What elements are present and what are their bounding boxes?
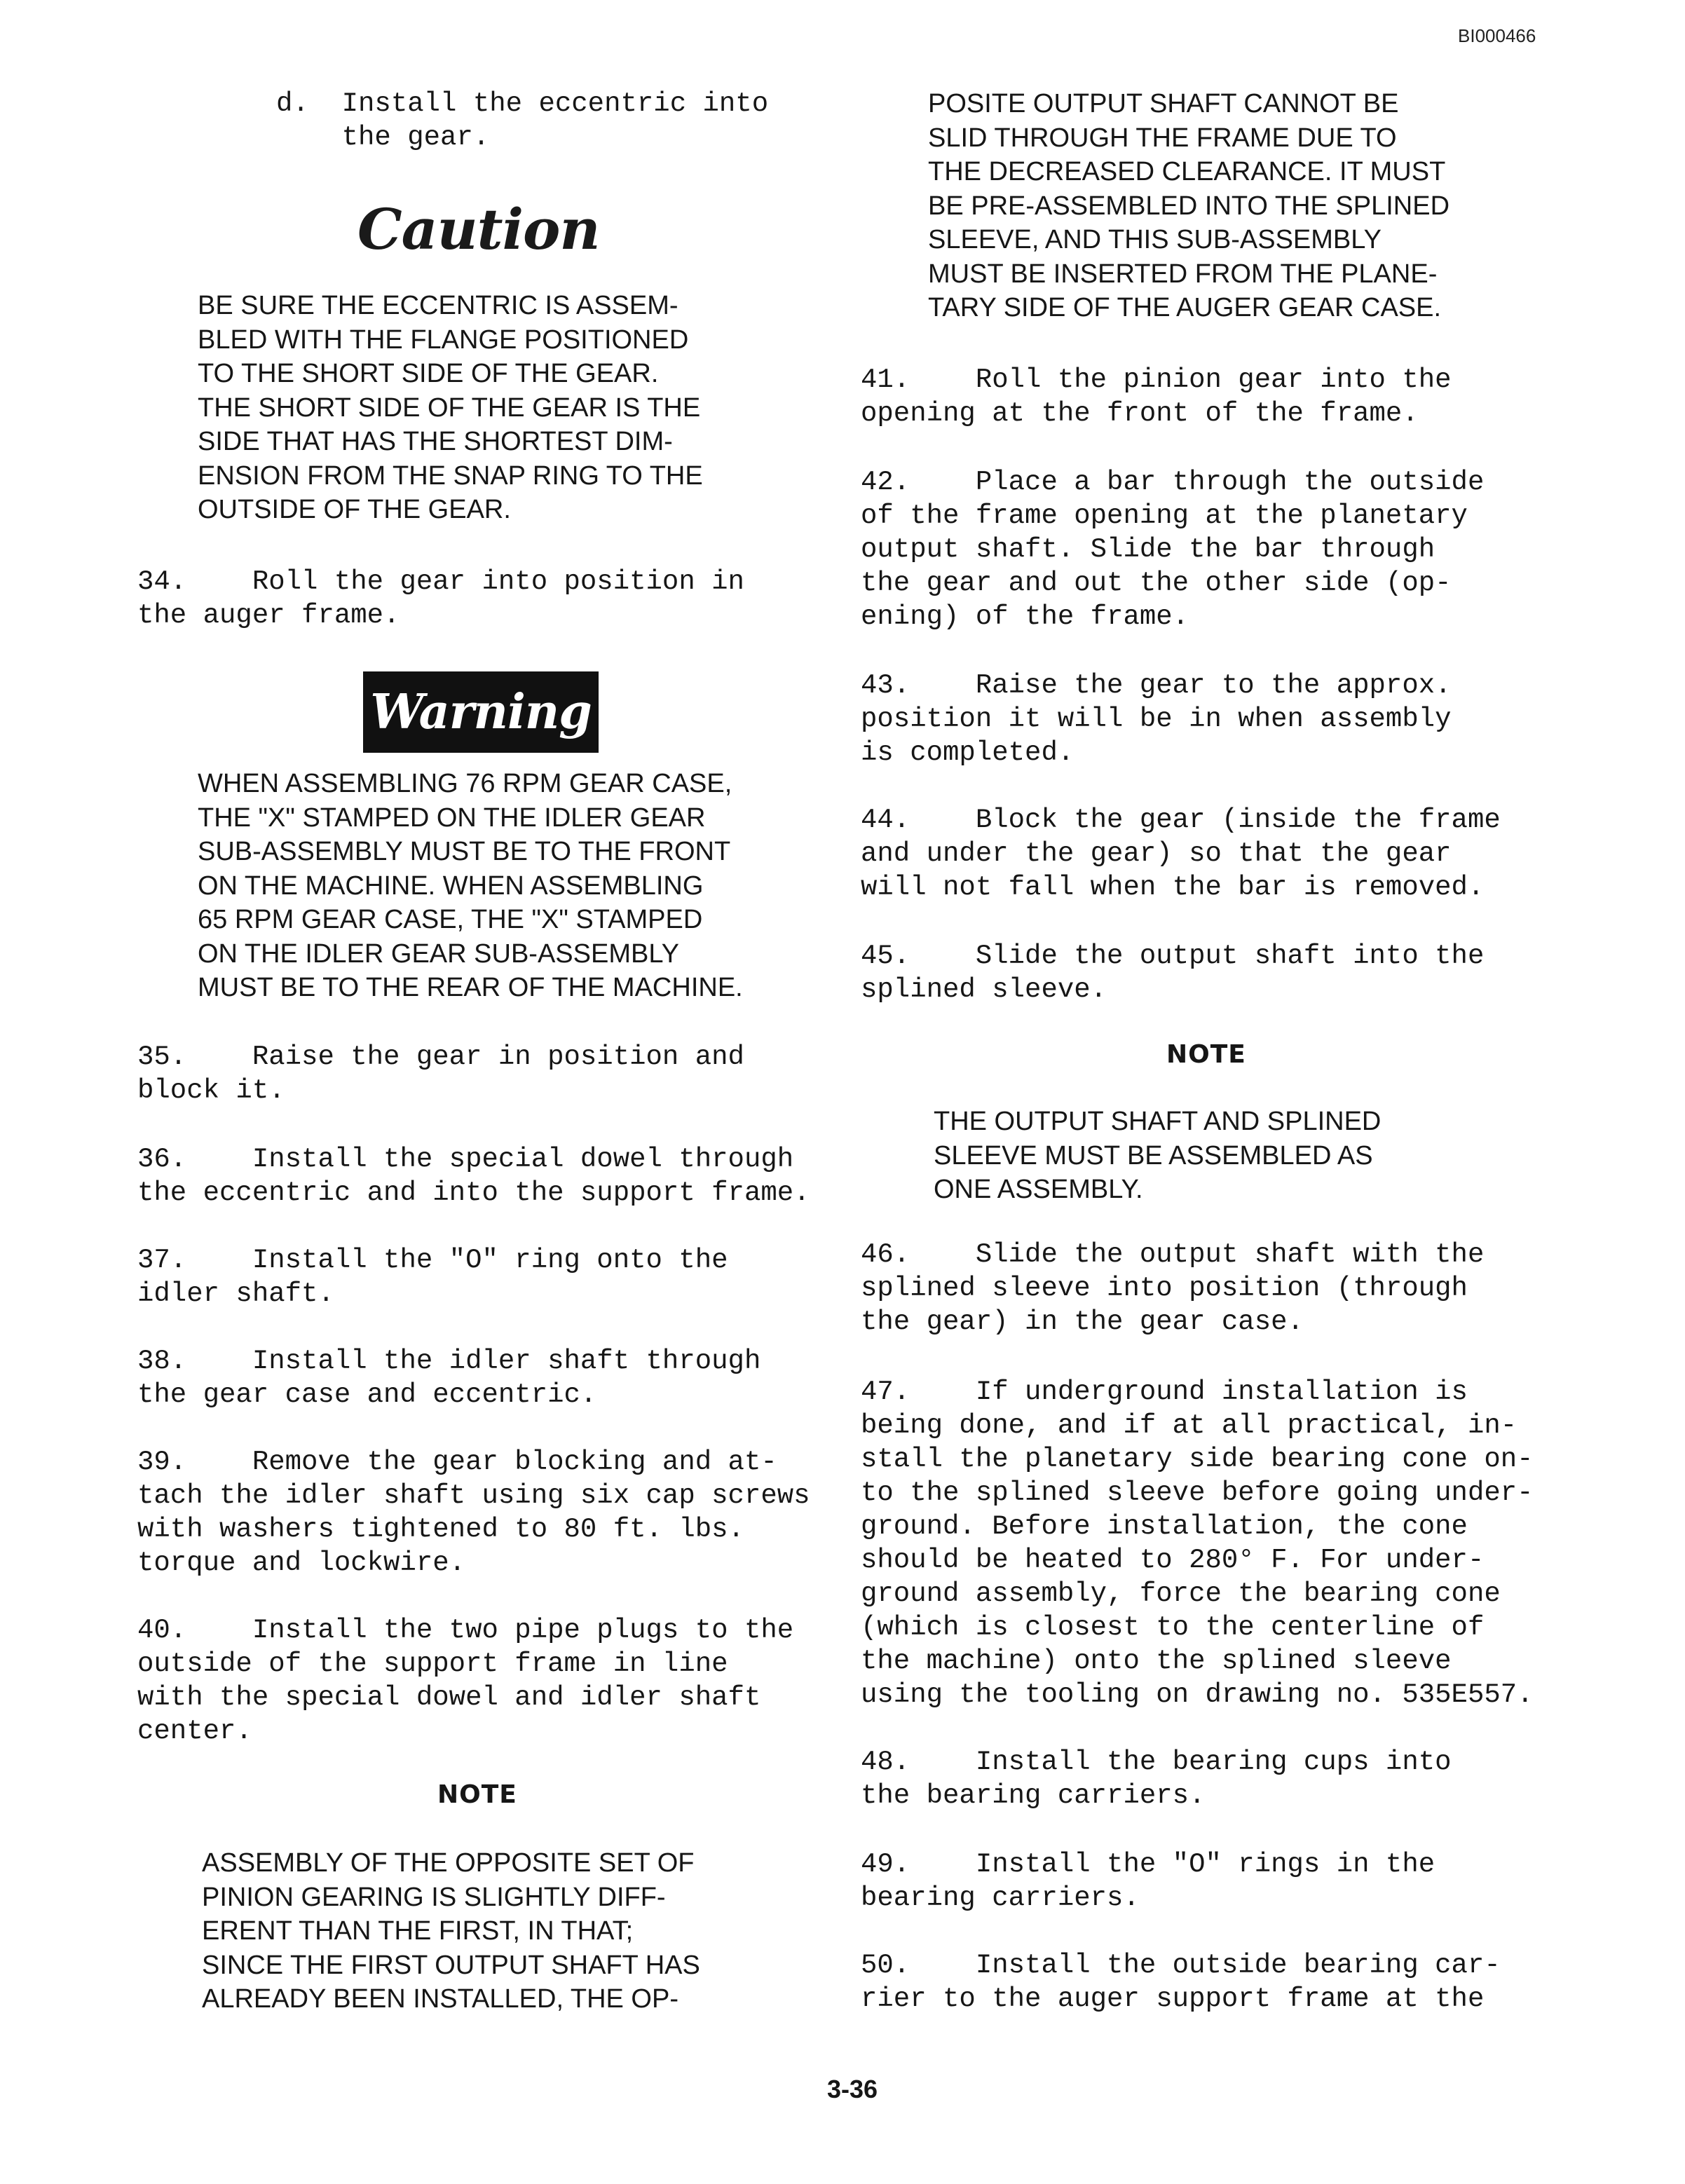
note-heading-right: NOTE	[1166, 1040, 1246, 1069]
step-42: 42. Place a bar through the outside of the frame opening at the planetary output shaft. Slide the bar through the gear and out the other side (op- ening) of the frame.	[861, 467, 1485, 632]
step-d: d. Install the eccentric into the gear.	[276, 88, 769, 153]
step-40: 40. Install the two pipe plugs to the outside of the support frame in line with the special dowel and idler shaft center.	[137, 1615, 794, 1747]
step-34: 34. Roll the gear into position in the auger frame.	[137, 566, 744, 631]
step-45: 45. Slide the output shaft into the splined sleeve.	[861, 941, 1485, 1005]
step-43: 43. Raise the gear to the approx. position it will be in when assembly is completed.	[861, 670, 1452, 768]
note-text-left: ASSEMBLY OF THE OPPOSITE SET OF PINION GEARING IS SLIGHTLY DIFF- ERENT THAN THE FIRST, IN THAT; SINCE THE FIRST OUTPUT SHAFT HAS ALREADY BEEN INSTALLED, THE OP-	[202, 1848, 700, 2014]
step-39: 39. Remove the gear blocking and at- tach the idler shaft using six cap screws with washers tightened to 80 ft. lbs. torque and lockwire.	[137, 1447, 810, 1578]
step-36: 36. Install the special dowel through the eccentric and into the support frame.	[137, 1144, 810, 1208]
note-heading-left: NOTE	[437, 1780, 517, 1809]
step-35: 35. Raise the gear in position and block it.	[137, 1042, 744, 1106]
page-number: 3-36	[827, 2075, 878, 2103]
step-44: 44. Block the gear (inside the frame and under the gear) so that the gear will not fall when the bar is removed.	[861, 805, 1501, 903]
step-46: 46. Slide the output shaft with the splined sleeve into position (through the gear) in the gear case.	[861, 1239, 1485, 1337]
step-38: 38. Install the idler shaft through the gear case and eccentric.	[137, 1346, 761, 1410]
step-47: 47. If underground installation is being done, and if at all practical, in- stall the planetary side bearing cone on- to the splined sleeve before going under- ground. Before installation, the cone should be heated to 280° F. For under- ground assembly, force the bearing cone (which is closest to the centerline of the machine) onto the splined sleeve using the tooling on drawing no. 535E557.	[861, 1377, 1534, 1710]
note-continued: POSITE OUTPUT SHAFT CANNOT BE SLID THROUGH THE FRAME DUE TO THE DECREASED CLEARANCE. IT MUST BE PRE-ASSEMBLED INTO THE SPLINED SLEEVE, AND THIS SUB-ASSEMBLY MUST BE INSERTED FROM THE PLANE- TARY SIDE OF THE AUGER GEAR CASE.	[928, 89, 1450, 322]
step-49: 49. Install the "O" rings in the bearing carriers.	[861, 1849, 1435, 1913]
warning-banner	[363, 671, 599, 753]
warning-text: WHEN ASSEMBLING 76 RPM GEAR CASE, THE "X" STAMPED ON THE IDLER GEAR SUB-ASSEMBLY MUST BE TO THE FRONT ON THE MACHINE. WHEN ASSEMBLING 65 RPM GEAR CASE, THE "X" STAMPED ON THE IDLER GEAR SUB-ASSEMBLY MUST BE TO THE REAR OF THE MACHINE.	[198, 769, 743, 1002]
note-text-right: THE OUTPUT SHAFT AND SPLINED SLEEVE MUST BE ASSEMBLED AS ONE ASSEMBLY.	[934, 1107, 1382, 1204]
warning-heading: Warning	[370, 684, 592, 740]
document-id: BI000466	[1458, 25, 1536, 46]
step-41: 41. Roll the pinion gear into the opening at the front of the frame.	[861, 364, 1452, 429]
step-50: 50. Install the outside bearing car- rier to the auger support frame at the	[861, 1950, 1501, 2014]
caution-text: BE SURE THE ECCENTRIC IS ASSEM- BLED WITH THE FLANGE POSITIONED TO THE SHORT SIDE OF THE GEAR. THE SHORT SIDE OF THE GEAR IS THE SIDE THAT HAS THE SHORTEST DIM- ENSION FROM THE SNAP RING TO THE OUTSIDE OF THE GEAR.	[198, 291, 703, 524]
step-48: 48. Install the bearing cups into the bearing carriers.	[861, 1747, 1452, 1811]
caution-heading: Caution	[357, 196, 600, 262]
step-37: 37. Install the "O" ring onto the idler shaft.	[137, 1245, 728, 1309]
